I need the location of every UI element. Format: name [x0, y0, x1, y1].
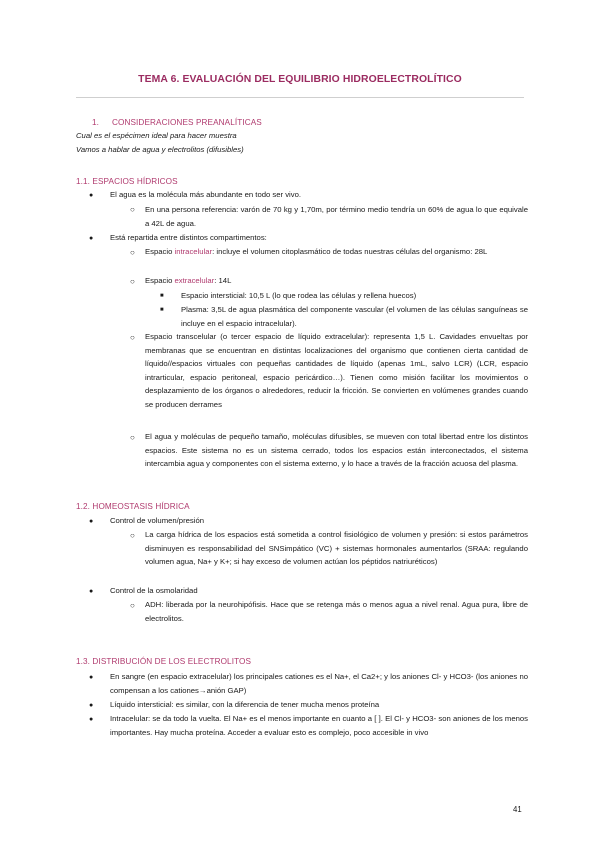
bullet-icon: ●: [89, 518, 94, 525]
section-1-3-heading: 1.3. DISTRIBUCIÓN DE LOS ELECTROLITOS: [76, 657, 252, 666]
bullet-icon: ●: [89, 716, 94, 723]
list-item: [145, 245, 528, 259]
extracelular-text: : 14L: [214, 276, 232, 285]
bullet-icon: ●: [89, 235, 94, 242]
sub-bullet-icon: ○: [130, 531, 135, 540]
list-item: Plasma: 3,5L de agua plasmática del componente vascular (el volumen de las células sanguíneas se incluye en el espacio intracelular).: [181, 305, 528, 328]
intro-line-2: Vamos a hablar de agua y electrolitos (difusibles): [76, 145, 244, 154]
extracelular-term: extracelular: [174, 276, 215, 285]
section-1-heading: CONSIDERACIONES PREANALÍTICAS: [112, 118, 262, 127]
sub-bullet-icon: ○: [130, 601, 135, 610]
section-1-number: 1.: [92, 118, 100, 127]
list-item: Control de volumen/presión: [110, 516, 205, 525]
bullet-icon: ●: [89, 702, 94, 709]
extracelular-prefix: Espacio: [145, 276, 175, 285]
sub-bullet-icon: ○: [130, 433, 135, 442]
list-item: [145, 274, 528, 288]
list-item: Líquido intersticial: es similar, con la diferencia de tener mucha menos proteína: [110, 700, 380, 709]
sub-bullet-icon: ○: [130, 333, 135, 342]
list-item: Intracelular: se da todo la vuelta. El Na+ es el menos importante en cuanto a [ ]. El Cl- y HCO3- son aniones de los menos importantes. Hay mucha proteína. Acceder a evaluar esto es complejo, poco accesible in vivo: [110, 714, 528, 737]
bullet-icon: ●: [89, 588, 94, 595]
intracelular-term: intracelular: [174, 247, 213, 256]
title-divider: [76, 97, 524, 98]
sub-bullet-icon: ○: [130, 248, 135, 257]
list-item: En sangre (en espacio extracelular) los principales cationes es el Na+, el Ca2+; y los aniones Cl- y HCO3- (los aniones no compensan a los cationes→anión GAP): [110, 672, 528, 695]
page-number: 41: [513, 805, 522, 814]
section-1-2-heading: 1.2. HOMEOSTASIS HÍDRICA: [76, 502, 190, 511]
intracelular-text: : incluye el volumen citoplasmático de todas nuestras células del organismo: 28L: [212, 247, 488, 256]
list-item: Está repartida entre distintos compartimentos:: [110, 233, 267, 242]
list-item: Control de la osmolaridad: [110, 586, 198, 595]
list-item: Espacio transcelular (o tercer espacio de líquido extracelular): representa 1,5 L. Cavidades envueltas por membranas que se encuentran en distintas localizaciones del organismo que contienen cierta cantidad de líquido//espacios virtuales con pequeñas cantidades de líquido (apenas 1mL, salvo LCR) (LCR, espacio intrarticular, espacio peritoneal, espacio pericárdico…). Tienen como misión facilitar los movimientos o desplazamiento de los órganos o alrededores, reducir la fricción. Se convierten en volúmenes grandes cuando se producen derrames: [145, 332, 528, 409]
page-title: TEMA 6. EVALUACIÓN DEL EQUILIBRIO HIDROELECTROLÍTICO: [138, 74, 462, 85]
intracelular-prefix: Espacio: [145, 247, 175, 256]
list-item: ADH: liberada por la neurohipófisis. Hace que se retenga más o menos agua a nivel renal. Agua pura, libre de electrolitos.: [145, 600, 528, 623]
list-item: En una persona referencia: varón de 70 kg y 1,70m, por término medio tendría un 60% de agua lo que equivale a 42L de agua.: [145, 205, 528, 228]
bullet-icon: ●: [89, 192, 94, 199]
list-item: Espacio intersticial: 10,5 L (lo que rodea las células y rellena huecos): [181, 291, 417, 300]
sub-bullet-icon: ○: [130, 277, 135, 286]
section-1-1-heading: 1.1. ESPACIOS HÍDRICOS: [76, 177, 178, 186]
list-item: El agua es la molécula más abundante en todo ser vivo.: [110, 190, 302, 199]
list-item: El agua y moléculas de pequeño tamaño, moléculas difusibles, se mueven con total libertad entre los distintos espacios. Este sistema no es un sistema cerrado, todos los espacios están interconectados, el sistema intercambia agua y componentes con el sistema externo, y lo hace a través de la fracción acuosa del plasma.: [145, 432, 528, 469]
square-bullet-icon: ■: [160, 307, 164, 313]
bullet-icon: ●: [89, 674, 94, 681]
square-bullet-icon: ■: [160, 293, 164, 299]
intro-line-1: Cual es el espécimen ideal para hacer muestra: [76, 131, 237, 140]
sub-bullet-icon: ○: [130, 205, 135, 214]
list-item: La carga hídrica de los espacios está sometida a control fisiológico de volumen y presión: si estos parámetros disminuyen es responsabilidad del SNSimpático (VC) + sistemas hormonales aumentarlos (SRAA: regulando volumen agua, Na+ y K+; si hay exceso de volumen actúan los péptidos natriuréticos): [145, 530, 528, 567]
